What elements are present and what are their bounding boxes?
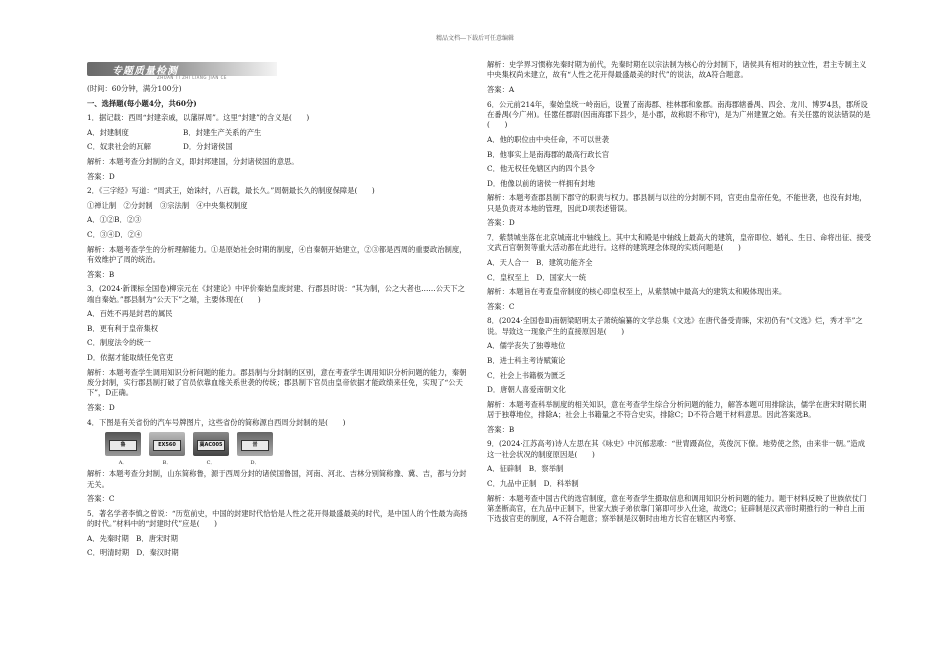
option: A．他的职位由中央任命，不可以世袭	[487, 135, 610, 144]
analysis: 解析：本题考查分封制的含义，即封邦建国，分封诸侯国的意思。	[87, 156, 299, 166]
analysis: 解析：本题考查学生调用知识分析问题的能力。郡县制与分封制的区别，意在考查学生调用知识分析问题的能力，秦朝废分封制，实行郡县制打破了官员依靠血缘关系世袭的传统；郡县制下官员由皇帝依据才能政绩来任免，实现了“公天下”，D正确。	[87, 367, 467, 398]
answer: 答案：D	[487, 218, 515, 228]
question-2: 2．《三字经》写道：“周武王，始诛纣，八百载，最长久。”周朝最长久的制度保障是( )	[87, 186, 375, 196]
plate-text: 晋	[241, 440, 269, 451]
answer: 答案：C	[87, 494, 115, 504]
plate-text: EX560	[153, 440, 181, 451]
option: A．儒学丧失了独尊地位	[487, 341, 566, 351]
plate-label: B．	[162, 460, 172, 467]
option: C．他无权任免辖区内的四个县令	[487, 164, 595, 174]
options-row: A．天人合一 B．建筑功能齐全	[487, 257, 593, 267]
option: C．奴隶社会的瓦解	[87, 142, 151, 152]
option: D．他像以前的诸侯一样拥有封地	[487, 178, 596, 188]
analysis: 解析：本题考查中国古代的选官制度，意在考查学生摄取信息和调用知识分析问题的能力。题干材料反映了世族依仗门第垄断高官，在九品中正制下，世家大族子弟依靠门第即可步入仕途，故选C；征辟制是汉武帝时期推行的一种自上而下选拔官吏的制度，A不符合题意；察举制是汉朝时由地方长官在辖区内考察、	[487, 493, 867, 524]
answer: 答案：D	[87, 402, 115, 412]
question-5: 5．著名学者李慎之曾说：“历览前史，中国的封建时代恰恰是人性之花开得最盛最美的时代，是中国人的个性最为高扬的时代。”材料中的“封建时代”应是( )	[87, 508, 468, 529]
answer: 答案：A	[487, 85, 515, 94]
plate-label: A．	[118, 460, 128, 467]
question-4: 4．下图是有关省份的汽车号牌图片，这些省份的简称源自西周分封制的是( )	[87, 417, 346, 427]
option: B．更有利于皇帝集权	[87, 323, 159, 333]
option: C．制度法令的统一	[87, 338, 151, 348]
analysis: 解析：本题旨在考查皇帝制度的核心即皇权至上，从紫禁城中最高大的建筑太和殿体现出来。	[487, 287, 787, 297]
options-row: C．③④D．②④	[87, 229, 143, 239]
analysis: 解析：本题考查科举制度的相关知识，意在考查学生综合分析问题的能力，解答本题可用排除法，儒学在唐宋时期长期居于独尊地位，排除A；社会上书籍量之不符合史实，排除C；D不符合题干材料意思。因此答案选B。	[487, 399, 867, 420]
license-plate-image	[193, 432, 229, 456]
answer: 答案：D	[87, 171, 115, 181]
analysis: 解析：本题考查学生的分析理解能力。①是原始社会时期的制度，④自秦朝开始建立，②③都是西周的重要政治制度，有效维护了周的统治。	[87, 244, 467, 264]
options-row: C．九品中正制 D．科举制	[487, 478, 579, 488]
analysis: 解析：本题考查郡县制下郡守的职责与权力。郡县制与以往的分封制不同，官吏由皇帝任免，不能世袭，也没有封地，只是负责对本地的管理，因此D项表述错误。	[487, 193, 867, 213]
question-7: 7．紫禁城坐落在北京城南北中轴线上。其中太和殿是中轴线上最高大的建筑，皇帝即位、婚礼、生日、命将出征、接受文武百官朝贺等重大活动都在此进行。这样的建筑理念体现的实质问题是( )	[487, 232, 872, 253]
question-9: 9．(2024·江苏高考)诗人左思在其《咏史》中沉郁悲歌：“世胄蹑高位，英俊沉下僚。地势使之然，由来非一朝。”造成这一社会状况的制度原因是( )	[487, 439, 865, 459]
exam-info: (时间：60分钟，满分100分)	[87, 84, 182, 93]
license-plate-image	[105, 432, 141, 456]
question-choices: ①禅让制 ②分封制 ③宗法制 ④中央集权制度	[87, 200, 248, 210]
options-row: C．明清时期 D．秦汉时期	[87, 548, 179, 558]
question-6: 6．公元前214年，秦始皇统一岭南后，设置了南海郡、桂林郡和象郡。南海郡辖番禺、四会、龙川、博罗4县，郡所设在番禺(今广州)。任嚣任郡尉(因南海郡下县少，是小郡，故称尉不称守)，是为广州建置之始。有关任嚣的说法错误的是( )	[487, 99, 871, 130]
question-8: 8．(2024·全国卷Ⅱ)南朝梁昭明太子萧统编纂的文学总集《文选》在唐代备受青睐，宋初仍有“《文选》烂，秀才半”之说。导致这一现象产生的直接原因是( )	[487, 316, 863, 336]
option: A．封建制度	[87, 127, 129, 137]
option: C．社会上书籍极为匮乏	[487, 370, 566, 380]
option: B．封建生产关系的产生	[183, 127, 262, 137]
plate-text: 冀AC005	[197, 440, 225, 451]
license-plate-image	[149, 432, 185, 456]
option: D．依据才能取绩任免官吏	[87, 352, 174, 362]
license-plate-image	[237, 432, 273, 456]
answer: 答案：B	[487, 424, 515, 434]
right-column	[487, 60, 872, 529]
options-row	[87, 142, 472, 152]
plate-labels	[105, 459, 472, 466]
option: B．他事实上是南海郡的最高行政长官	[487, 149, 610, 159]
options-row: A．①②B．②③	[87, 215, 142, 225]
plate-label: D．	[250, 460, 260, 467]
answer: 答案：B	[87, 269, 115, 279]
banner-title: 专题质量检测	[112, 66, 178, 77]
options-row	[87, 128, 472, 138]
answer: 答案：C	[487, 301, 515, 311]
section-heading: 一、选择题(每小题4分，共60分)	[87, 98, 197, 108]
option: A．百姓不再是封君的属民	[87, 309, 173, 319]
option: D．唐朝人喜爱南朝文化	[487, 385, 566, 395]
options-row: A．征辟制 B．察举制	[487, 464, 564, 474]
analysis: 解析：史学界习惯称先秦时期为前代，先秦时期在以宗法制为核心的分封制下，诸侯具有相对的独立性，君主专制主义中央集权尚未建立，故有“人性之花开得最盛最美的时代”的说法，故A符合题意。	[487, 60, 867, 80]
plate-text: 鲁	[109, 440, 137, 451]
analysis: 解析：本题考查分封制，山东简称鲁，源于西周分封的诸侯国鲁国，河南、河北、吉林分别简称豫、冀、吉，都与分封无关。	[87, 469, 467, 489]
option: D．分封诸侯国	[183, 142, 233, 152]
question-1: 1．据记载：西周“封建亲戚，以藩屏周”。这里“封建”的含义是( )	[87, 113, 310, 123]
option: B．进士科主考诗赋策论	[487, 355, 566, 365]
options-row: A．先秦时期 B．唐宋时期	[87, 533, 178, 543]
question-3: 3．(2024·新课标全国卷)柳宗元在《封建论》中评价秦始皇废封建、行郡县时说：“其为制，公之大者也……公天下之端自秦始。”郡县制为“公天下”之端，主要体现在( )	[87, 284, 465, 304]
license-plate-images	[105, 432, 472, 456]
page-header: 精品文档---下载后可任意编辑	[435, 35, 515, 42]
plate-label: C．	[206, 460, 216, 467]
banner-subtitle: ZHUAN TI ZHI LIANG JIAN CE	[157, 75, 227, 80]
section-banner	[87, 60, 277, 80]
options-row: C．皇权至上 D．国家大一统	[487, 272, 586, 282]
left-column	[87, 60, 472, 563]
